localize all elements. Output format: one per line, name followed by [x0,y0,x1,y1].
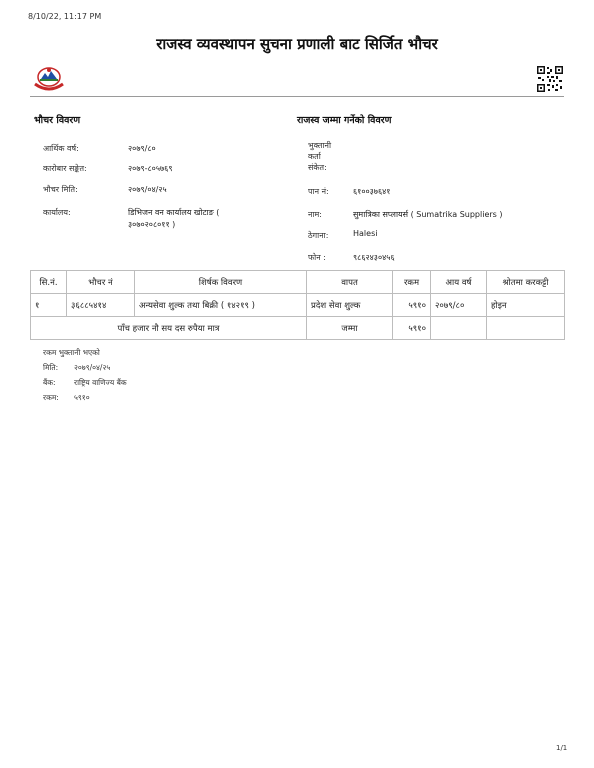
payment-amount-label: रकम: [43,393,59,402]
page-number: 1/1 [556,744,568,752]
transaction-code-value: २०७९-८०५७६९ [128,164,173,173]
col-header-purpose: वापत [307,271,393,294]
table-total-row [31,317,565,340]
col-header-tds: श्रोतमा करकट्टी [487,271,565,294]
fiscal-year-value: २०७९/८० [128,144,156,153]
depositor-section-heading: राजस्व जम्मा गर्नेको विवरण [297,115,392,126]
table-row [31,294,565,317]
col-header-income-year: आय वर्ष [431,271,487,294]
print-timestamp: 8/10/22, 11:17 PM [28,12,102,21]
voucher-date-value: २०७९/०४/२५ [128,185,167,194]
payment-bank-value: राष्ट्रिय वाणिज्य बैंक [74,378,127,387]
transaction-code-label: कारोबार सङ्केत: [43,164,87,173]
address-label: ठेगाना: [308,231,329,240]
col-header-amount: रकम [393,271,431,294]
payer-code-label-3: संकेत: [308,163,327,172]
payment-bank-label: बैंक: [43,378,56,387]
cell-serial: १ [31,294,67,317]
payer-code-label-1: भुक्तानी [308,141,332,150]
payment-heading: रकम भुक्तानी भएको [43,348,100,357]
col-header-voucher-no: भौचर नं [67,271,135,294]
total-in-words: पाँच हजार नौ सय दस रुपैया मात्र [31,317,307,340]
name-value: सुमात्रिका सप्लायर्स ( Sumatrika Suppliers ) [353,210,503,219]
qr-code-icon [537,66,563,92]
payment-amount-value: ५९१० [74,393,90,402]
total-label: जम्मा [307,317,393,340]
phone-value: ९८६२४३०४५६ [353,253,395,262]
address-value: Halesi [353,229,378,238]
cell-purpose: प्रदेश सेवा शुल्क [307,294,393,317]
cell-heading-detail: अन्यसेवा शुल्क तथा बिक्री ( १४२१९ ) [135,294,307,317]
cell-voucher-no: ३६८८५४१४ [67,294,135,317]
col-header-serial: सि.नं. [31,271,67,294]
payment-date-value: २०७९/०४/२५ [74,363,111,372]
voucher-table [30,270,565,340]
phone-label: फोन : [308,253,326,262]
office-value-line2: ३०७०२०८०११ ) [128,220,176,229]
fiscal-year-label: आर्थिक वर्ष: [43,144,79,153]
table-header-row [31,271,565,294]
payment-date-label: मिति: [43,363,59,372]
total-empty-cell [487,317,565,340]
total-empty-cell [431,317,487,340]
voucher-section-heading: भौचर विवरण [34,115,81,126]
col-header-heading-detail: शिर्षक विवरण [135,271,307,294]
header-divider [30,96,564,97]
office-label: कार्यालय: [43,208,71,217]
voucher-date-label: भौचर मिति: [43,185,78,194]
pan-label: पान नं: [308,187,329,196]
name-label: नाम: [308,210,322,219]
office-value-line1: डिभिजन वन कार्यालय खोटाङ ( [128,208,220,217]
total-amount: ५९१० [393,317,431,340]
page-title: राजस्व व्यवस्थापन सुचना प्रणाली बाट सिर्जित भौचर [156,35,438,53]
cell-income-year: २०७९/८० [431,294,487,317]
cell-amount: ५९१० [393,294,431,317]
payer-code-label-2: कर्ता [308,152,321,161]
cell-tds: होइन [487,294,565,317]
nepal-emblem-icon [32,64,66,92]
pan-value: ६१००३७६४१ [353,187,391,196]
